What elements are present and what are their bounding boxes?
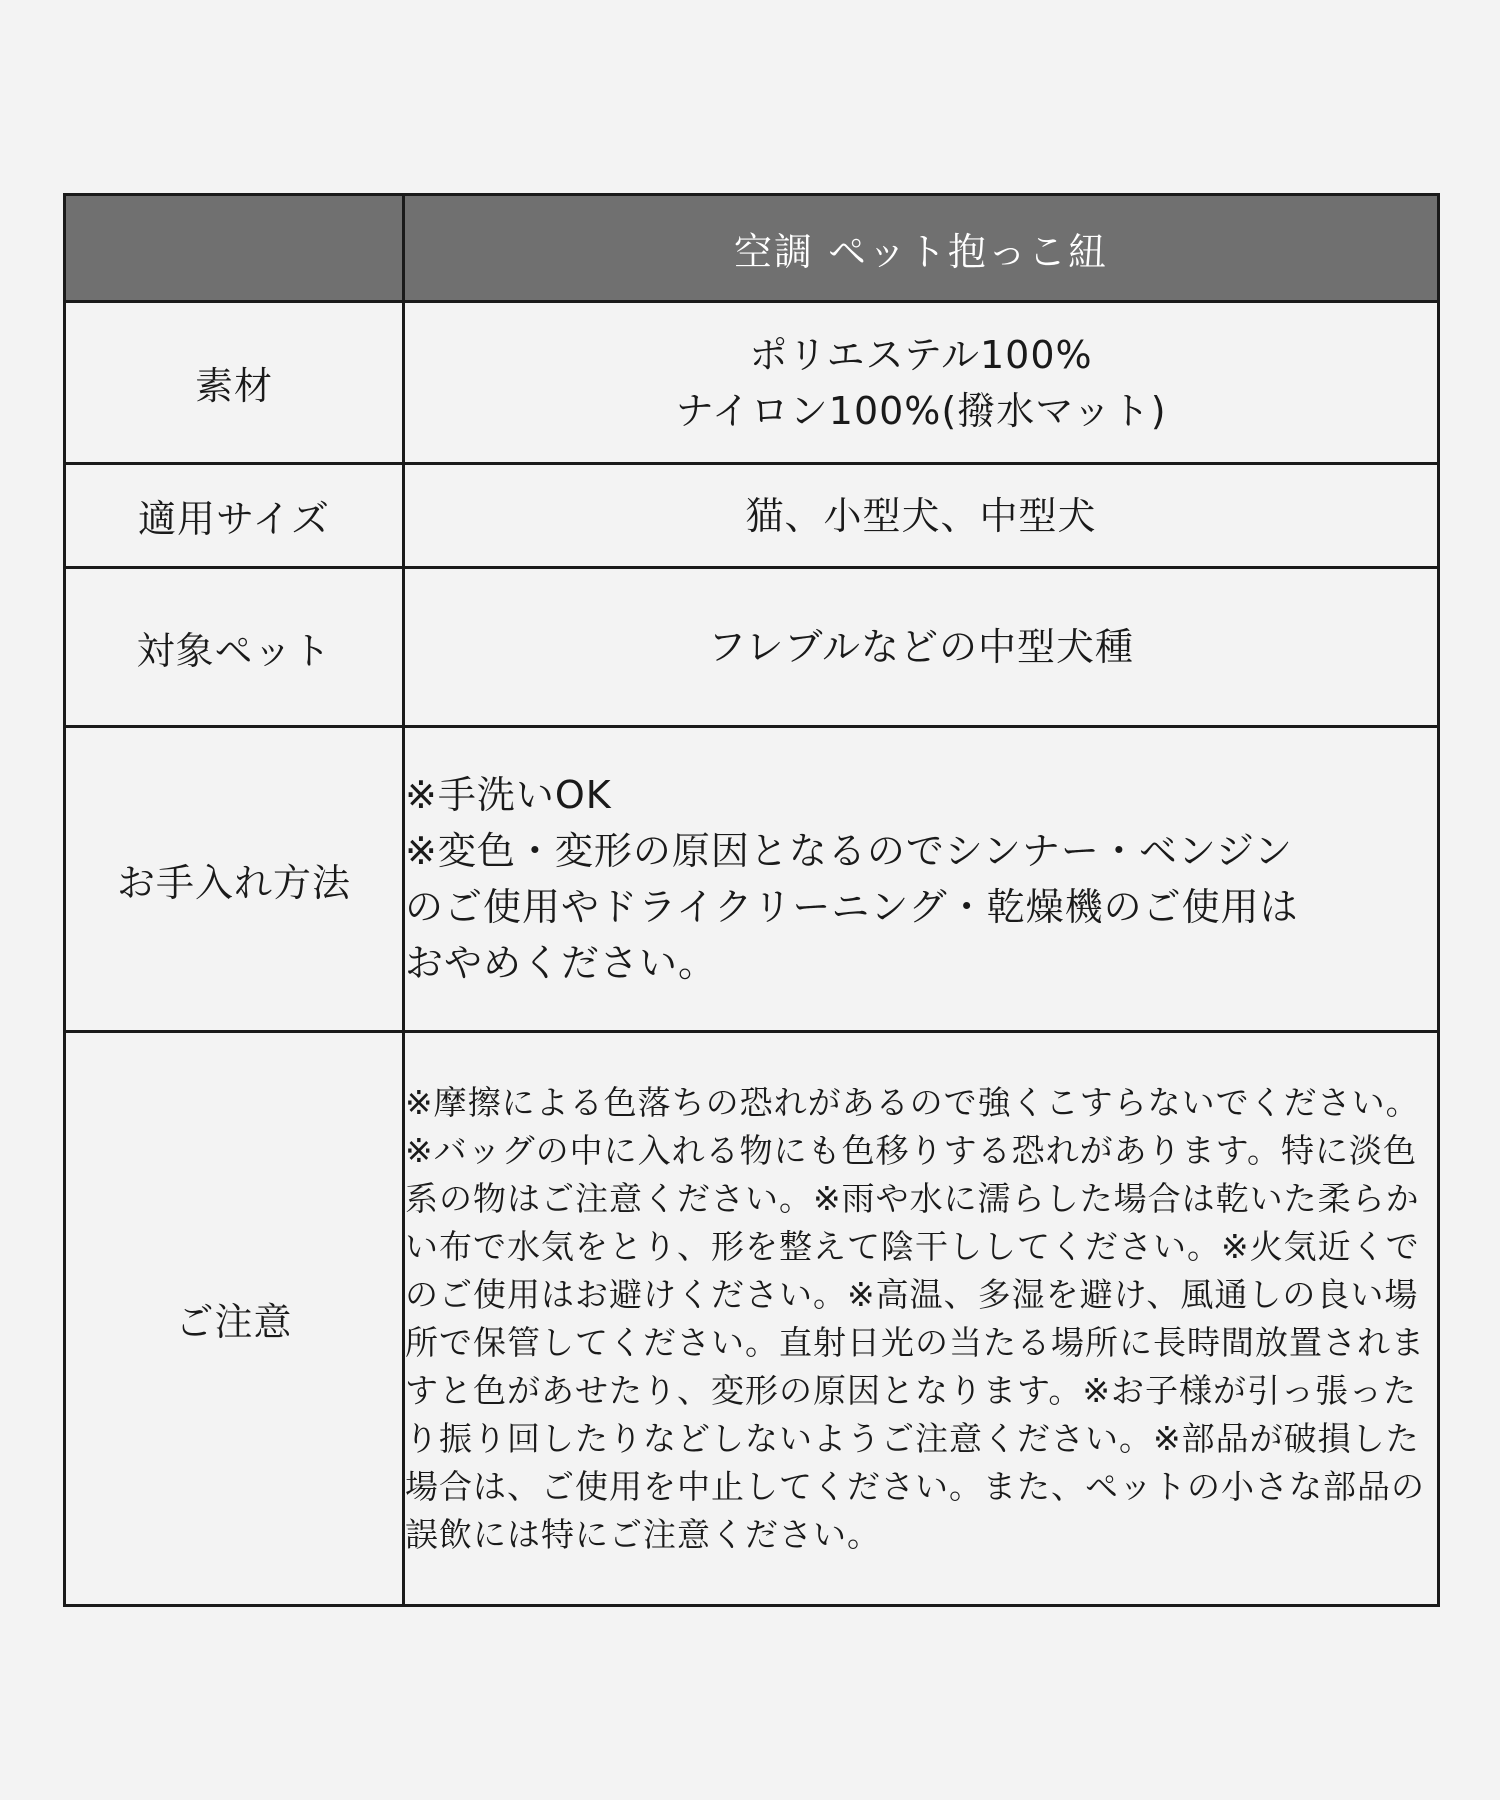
target-pet-line-1: フレブルなどの中型犬種	[708, 625, 1134, 669]
product-spec-table	[63, 193, 1440, 1607]
table-row-notes	[65, 1032, 1439, 1606]
care-line-4: おやめください。	[405, 941, 718, 985]
product-title: 空調 ペット抱っこ紐	[404, 195, 1439, 302]
care-line-3: のご使用やドライクリーニング・乾燥機のご使用は	[405, 885, 1299, 929]
row-value-care	[404, 727, 1439, 1032]
table-row-size	[65, 464, 1439, 568]
row-label-target-pet: 対象ペット	[65, 568, 404, 727]
table-header-row	[65, 195, 1439, 302]
table-row-care	[65, 727, 1439, 1032]
care-line-1: ※手洗いOK	[405, 773, 612, 817]
row-label-notes: ご注意	[65, 1032, 404, 1606]
header-empty-cell	[65, 195, 404, 302]
row-value-notes: ※摩擦による色落ちの恐れがあるので強くこすらないでください。※バッグの中に入れる物にも色移りする恐れがあります。特に淡色系の物はご注意ください。※雨や水に濡らした場合は乾いた柔らかい布で水気をとり、形を整えて陰干ししてください。※火気近くでのご使用はお避けください。※高温、多湿を避け、風通しの良い場所で保管してください。直射日光の当たる場所に長時間放置されますと色があせたり、変形の原因となります。※お子様が引っ張ったり振り回したりなどしないようご注意ください。※部品が破損した場合は、ご使用を中止してください。また、ペットの小さな部品の誤飲には特にご注意ください。	[404, 1032, 1439, 1606]
row-value-size	[404, 464, 1439, 568]
care-line-2: ※変色・変形の原因となるのでシンナー・ベンジン	[405, 829, 1293, 873]
row-value-material	[404, 302, 1439, 464]
table-row-target-pet	[65, 568, 1439, 727]
material-line-1: ポリエステル100%	[749, 332, 1093, 377]
table-row-material	[65, 302, 1439, 464]
row-label-size: 適用サイズ	[65, 464, 404, 568]
row-value-target-pet	[404, 568, 1439, 727]
material-line-2: ナイロン100%(撥水マット)	[675, 388, 1167, 433]
row-label-care: お手入れ方法	[65, 727, 404, 1032]
row-label-material: 素材	[65, 302, 404, 464]
size-line-1: 猫、小型犬、中型犬	[745, 493, 1097, 538]
